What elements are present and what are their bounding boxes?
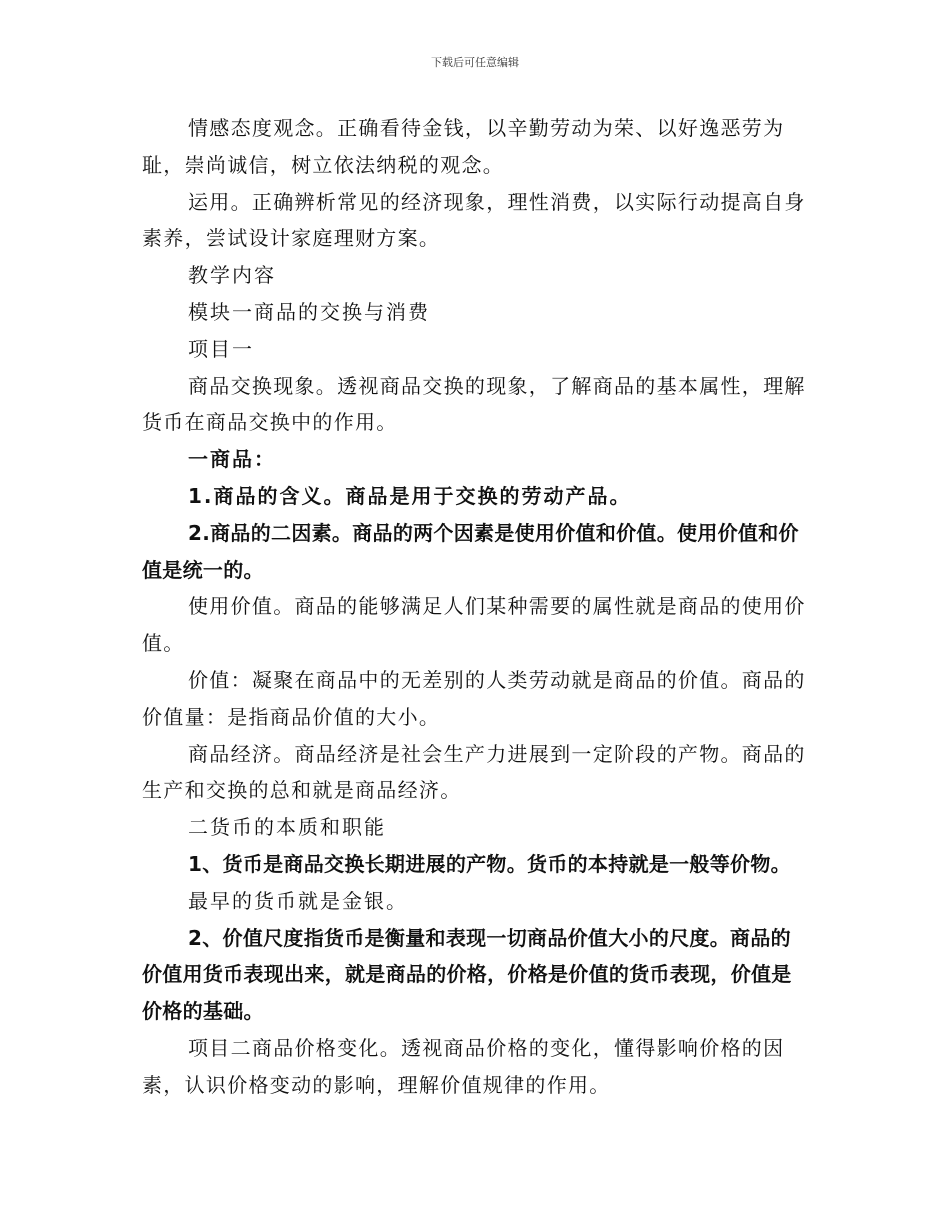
paragraph-value-measure: 2、价值尺度指货币是衡量和表现一切商品价值大小的尺度。商品的价值用货币表现出来，就是商品的价格，价格是价值的货币表现，价值是价格的基础。 — [142, 925, 792, 1024]
paragraph-exchange-phenomenon: 商品交换现象。透视商品交换的现象，了解商品的基本属性，理解货币在商品交换中的作用。 — [142, 373, 806, 435]
paragraph-value: 价值：凝聚在商品中的无差别的人类劳动就是商品的价值。商品的价值量：是指商品价值的大小。 — [142, 667, 806, 729]
paragraph-use-value: 使用价值。商品的能够满足人们某种需要的属性就是商品的使用价值。 — [142, 594, 806, 656]
paragraph-application: 运用。正确辨析常见的经济现象，理性消费，以实际行动提高自身素养，尝试设计家庭理财方案。 — [142, 189, 806, 251]
paragraph-two-factors: 2.商品的二因素。商品的两个因素是使用价值和价值。使用价值和价值是统一的。 — [142, 520, 799, 582]
paragraph-teaching-content: 教学内容 — [188, 263, 276, 288]
paragraph-project-two: 项目二商品价格变化。透视商品价格的变化，懂得影响价格的因素，认识价格变动的影响，理解价值规律的作用。 — [142, 1035, 785, 1097]
heading-commodity: 一商品： — [188, 447, 276, 472]
document-body — [142, 110, 810, 1104]
paragraph-earliest-currency: 最早的货币就是金银。 — [188, 888, 408, 913]
page-header: 下载后可任意编辑 — [431, 56, 519, 69]
paragraph-commodity-definition: 1.商品的含义。商品是用于交换的劳动产品。 — [188, 483, 632, 508]
heading-currency: 二货币的本质和职能 — [188, 815, 386, 840]
paragraph-module-one: 模块一商品的交换与消费 — [188, 299, 430, 324]
paragraph-project-one: 项目一 — [188, 336, 254, 361]
paragraph-commodity-economy: 商品经济。商品经济是社会生产力进展到一定阶段的产物。商品的生产和交换的总和就是商品经济。 — [142, 741, 806, 803]
paragraph-emotion-attitude: 情感态度观念。正确看待金钱，以辛勤劳动为荣、以好逸恶劳为耻，崇尚诚信，树立依法纳税的观念。 — [142, 116, 785, 177]
paragraph-currency-origin: 1、货币是商品交换长期进展的产物。货币的本持就是一般等价物。 — [188, 851, 791, 876]
